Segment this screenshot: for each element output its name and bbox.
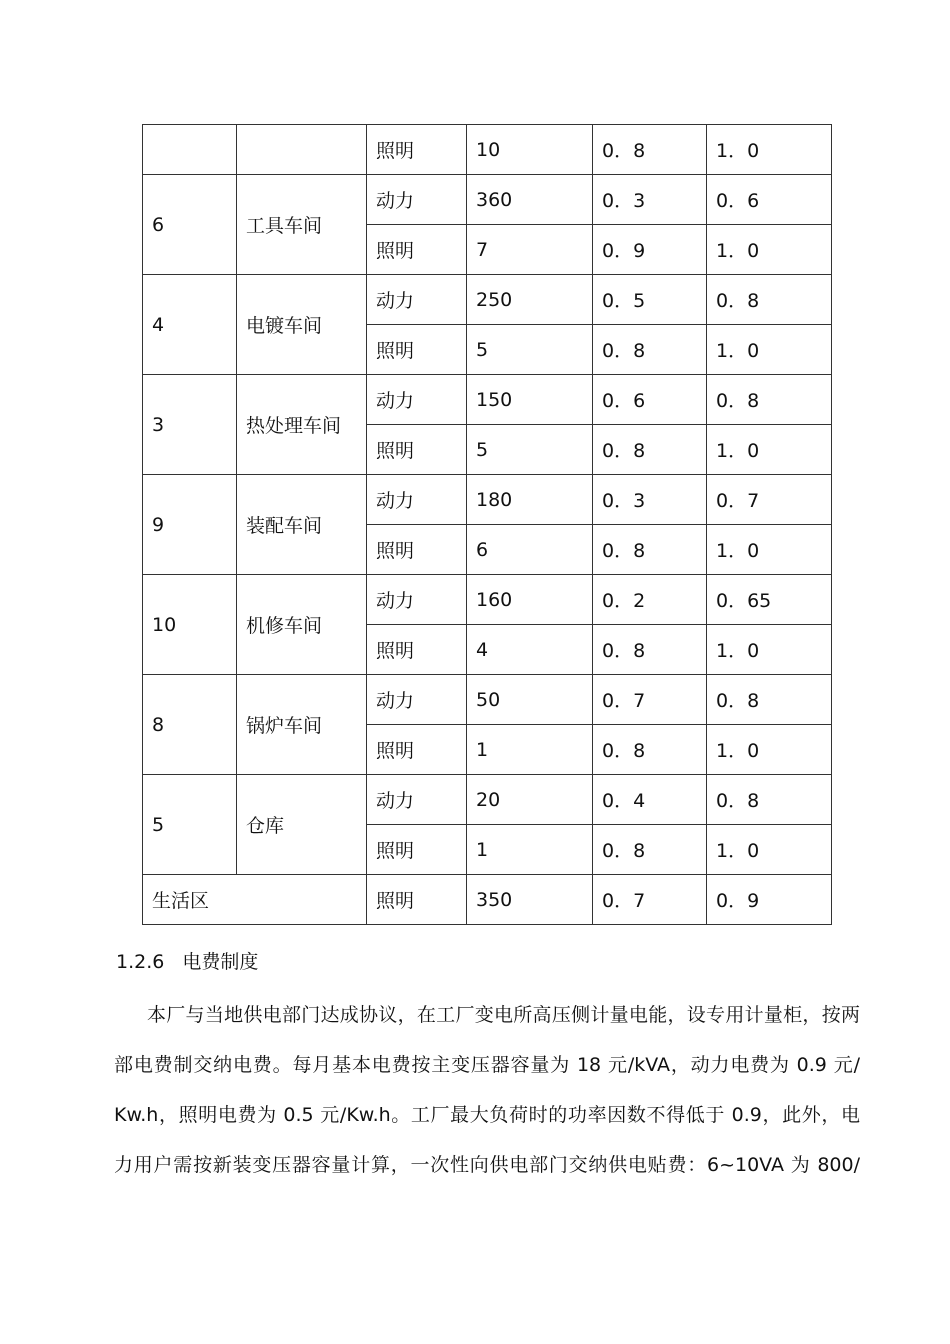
table-cell-cos: 0．65 — [707, 575, 832, 625]
table-cell-capacity: 50 — [467, 675, 593, 725]
table-cell-kd: 0．4 — [593, 775, 707, 825]
table-cell-capacity: 4 — [467, 625, 593, 675]
table-cell-name: 电镀车间 — [237, 275, 367, 375]
table-row — [143, 775, 832, 825]
table-cell-name: 机修车间 — [237, 575, 367, 675]
table-cell-type: 照明 — [367, 725, 467, 775]
table-cell-cos: 0．8 — [707, 275, 832, 325]
table-cell-no: 4 — [143, 275, 237, 375]
table-cell-cos: 1．0 — [707, 225, 832, 275]
paragraph-line: 部电费制交纳电费。每月基本电费按主变压器容量为 18 元/kVA，动力电费为 0.9 元/ — [114, 1054, 860, 1076]
table-cell-kd: 0．8 — [593, 425, 707, 475]
table-cell-no: 10 — [143, 575, 237, 675]
table-cell-capacity: 180 — [467, 475, 593, 525]
table-cell-cos: 0．8 — [707, 375, 832, 425]
table-cell-capacity: 10 — [467, 125, 593, 175]
table-cell-no: 8 — [143, 675, 237, 775]
table-cell-capacity: 250 — [467, 275, 593, 325]
table-cell-cos: 1．0 — [707, 325, 832, 375]
table-cell-capacity: 1 — [467, 825, 593, 875]
table-cell-type: 动力 — [367, 675, 467, 725]
table-cell-kd: 0．5 — [593, 275, 707, 325]
paragraph-line: 力用户需按新装变压器容量计算，一次性向供电部门交纳供电贴费：6~10VA 为 800/ — [114, 1154, 860, 1176]
table-cell-capacity: 5 — [467, 425, 593, 475]
table-cell-cos: 1．0 — [707, 425, 832, 475]
table-cell-cos: 0．8 — [707, 775, 832, 825]
section-title: 电费制度 — [182, 951, 259, 973]
table-row — [143, 125, 832, 175]
table-row — [143, 175, 832, 225]
table-cell-type: 照明 — [367, 425, 467, 475]
table-row — [143, 275, 832, 325]
section-number: 1.2.6 — [116, 951, 165, 973]
table-cell-type: 动力 — [367, 375, 467, 425]
table-cell-capacity: 20 — [467, 775, 593, 825]
table-cell-kd: 0．8 — [593, 125, 707, 175]
table-cell-kd: 0．3 — [593, 175, 707, 225]
table-cell-name: 工具车间 — [237, 175, 367, 275]
table-cell-kd: 0．8 — [593, 325, 707, 375]
table-cell-no: 5 — [143, 775, 237, 875]
paragraph-line: 本厂与当地供电部门达成协议，在工厂变电所高压侧计量电能，设专用计量柜，按两 — [147, 1004, 860, 1026]
table-cell-cos: 1．0 — [707, 725, 832, 775]
table-cell-name: 装配车间 — [237, 475, 367, 575]
table-cell-capacity: 350 — [467, 875, 593, 925]
table-cell-name: 热处理车间 — [237, 375, 367, 475]
table-cell-kd: 0．2 — [593, 575, 707, 625]
table-cell-no — [143, 125, 237, 175]
table-row — [143, 875, 832, 925]
table-cell-cos: 1．0 — [707, 825, 832, 875]
table-row — [143, 475, 832, 525]
table-cell-type: 照明 — [367, 325, 467, 375]
table-cell-cos: 0．9 — [707, 875, 832, 925]
table-cell-kd: 0．3 — [593, 475, 707, 525]
table-row — [143, 675, 832, 725]
table-cell-name: 锅炉车间 — [237, 675, 367, 775]
table-cell-type: 动力 — [367, 775, 467, 825]
table-cell-kd: 0．8 — [593, 625, 707, 675]
table-cell-cos: 0．6 — [707, 175, 832, 225]
section-heading — [116, 947, 258, 974]
table-cell-no: 6 — [143, 175, 237, 275]
table-cell-kd: 0．9 — [593, 225, 707, 275]
table-cell-cos: 1．0 — [707, 125, 832, 175]
table-cell-type: 照明 — [367, 875, 467, 925]
table-cell-kd: 0．8 — [593, 825, 707, 875]
table-cell-capacity: 160 — [467, 575, 593, 625]
table-cell-type: 动力 — [367, 575, 467, 625]
table-cell-kd: 0．7 — [593, 675, 707, 725]
table-cell-kd: 0．8 — [593, 525, 707, 575]
table-cell-name: 仓库 — [237, 775, 367, 875]
table-cell-capacity: 1 — [467, 725, 593, 775]
table-cell-no: 3 — [143, 375, 237, 475]
table-cell-kd: 0．8 — [593, 725, 707, 775]
table-cell-capacity: 360 — [467, 175, 593, 225]
table-cell-kd: 0．6 — [593, 375, 707, 425]
table-cell-name — [237, 125, 367, 175]
load-table — [142, 124, 832, 925]
table-cell-type: 动力 — [367, 175, 467, 225]
body-paragraph — [114, 990, 860, 1190]
table-cell-no: 9 — [143, 475, 237, 575]
table-cell-type: 动力 — [367, 275, 467, 325]
table-cell-name: 生活区 — [143, 875, 367, 925]
table-cell-capacity: 150 — [467, 375, 593, 425]
table-cell-cos: 1．0 — [707, 525, 832, 575]
table-row — [143, 575, 832, 625]
paragraph-line: Kw.h，照明电费为 0.5 元/Kw.h。工厂最大负荷时的功率因数不得低于 0.9，此外，电 — [114, 1104, 860, 1126]
table-cell-type: 照明 — [367, 125, 467, 175]
table-cell-type: 照明 — [367, 625, 467, 675]
table-cell-cos: 0．7 — [707, 475, 832, 525]
table-cell-type: 照明 — [367, 825, 467, 875]
table-cell-kd: 0．7 — [593, 875, 707, 925]
table-cell-type: 动力 — [367, 475, 467, 525]
table-cell-type: 照明 — [367, 225, 467, 275]
table-cell-cos: 1．0 — [707, 625, 832, 675]
table-row — [143, 375, 832, 425]
table-cell-capacity: 6 — [467, 525, 593, 575]
table-cell-capacity: 5 — [467, 325, 593, 375]
table-cell-capacity: 7 — [467, 225, 593, 275]
table-cell-type: 照明 — [367, 525, 467, 575]
table-cell-cos: 0．8 — [707, 675, 832, 725]
